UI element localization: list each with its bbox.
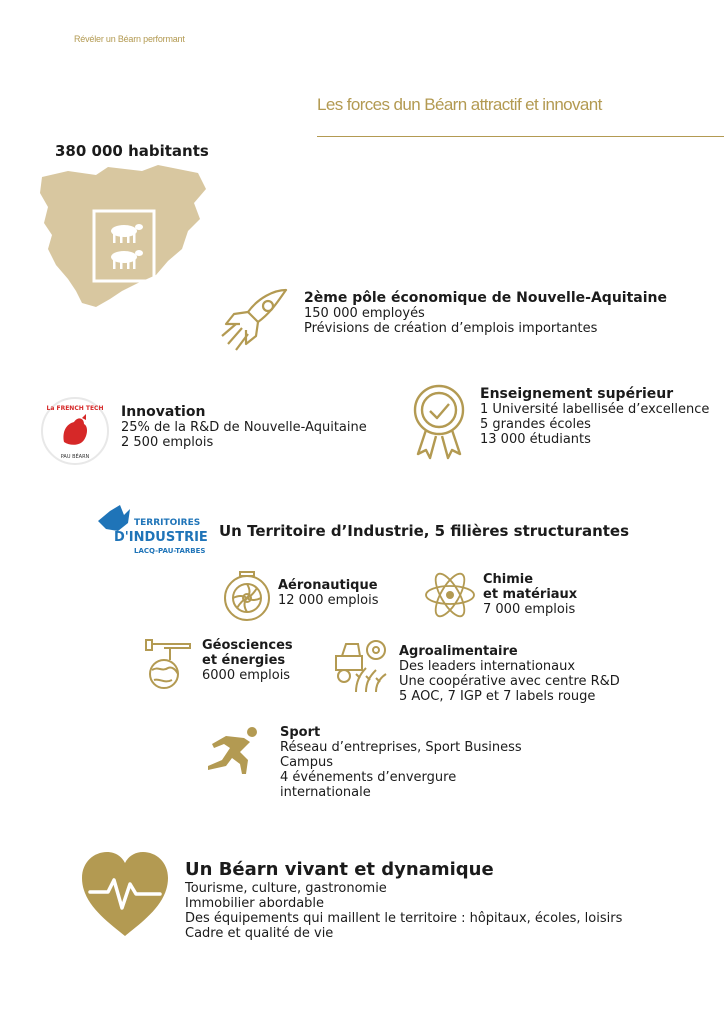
geo-title: Géosciences <box>202 638 293 653</box>
geo-line: 6000 emplois <box>202 668 291 683</box>
sport-line: internationale <box>280 785 371 800</box>
chimie-title: Chimie <box>483 572 534 587</box>
territoires-industrie-logo <box>94 501 214 559</box>
drilling-globe-icon <box>142 636 194 690</box>
aero-line: 12 000 emplois <box>278 593 379 608</box>
living-line: Cadre et qualité de vie <box>185 926 334 941</box>
agro-line: 5 AOC, 7 IGP et 7 labels rouge <box>399 689 596 704</box>
economy-line: Prévisions de création d’emplois importantes <box>304 321 598 336</box>
heart-pulse-icon <box>78 848 172 938</box>
atom-icon <box>424 570 476 620</box>
sport-title: Sport <box>280 725 321 740</box>
population-label: 380 000 habitants <box>55 142 209 160</box>
geo-title: et énergies <box>202 653 286 668</box>
rocket-icon <box>214 284 294 362</box>
sport-line: 4 événements d’envergure <box>280 770 457 785</box>
education-title: Enseignement supérieur <box>480 386 674 402</box>
economy-title: 2ème pôle économique de Nouvelle-Aquitaine <box>304 290 667 306</box>
education-line: 13 000 étudiants <box>480 432 591 447</box>
living-title: Un Béarn vivant et dynamique <box>185 859 494 880</box>
logo-line3: LACQ-PAU-TARBES <box>134 547 206 555</box>
certificate-icon <box>408 382 470 462</box>
innovation-title: Innovation <box>121 404 206 420</box>
runner-icon <box>204 726 264 776</box>
bearn-map-icon <box>38 163 218 315</box>
agro-line: Des leaders internationaux <box>399 659 576 674</box>
logo-line2: D'INDUSTRIE <box>114 530 208 545</box>
living-line: Immobilier abordable <box>185 896 325 911</box>
education-line: 1 Université labellisée d’excellence <box>480 402 710 417</box>
education-line: 5 grandes écoles <box>480 417 591 432</box>
chimie-title: et matériaux <box>483 587 578 602</box>
french-tech-badge <box>40 396 110 466</box>
industry-title: Un Territoire d’Industrie, 5 filières structurantes <box>219 522 630 540</box>
title-divider <box>317 136 724 137</box>
logo-line1: TERRITOIRES <box>134 518 201 528</box>
agro-line: Une coopérative avec centre R&D <box>399 674 620 689</box>
living-line: Des équipements qui maillent le territoire : hôpitaux, écoles, loisirs <box>185 911 623 926</box>
sport-line: Campus <box>280 755 333 770</box>
section-title: Les forces dun Béarn attractif et innovant <box>317 95 602 114</box>
chimie-line: 7 000 emplois <box>483 602 576 617</box>
economy-line: 150 000 employés <box>304 306 425 321</box>
living-line: Tourisme, culture, gastronomie <box>185 881 387 896</box>
french-tech-top-text: La FRENCH TECH <box>46 405 104 412</box>
aero-title: Aéronautique <box>278 578 378 593</box>
innovation-line: 25% de la R&D de Nouvelle-Aquitaine <box>121 420 367 435</box>
innovation-line: 2 500 emplois <box>121 435 214 450</box>
french-tech-bottom-text: PAU BÉARN <box>60 454 90 460</box>
header-tagline: Révéler un Béarn performant <box>74 34 185 44</box>
tractor-wheat-icon <box>332 634 392 694</box>
agro-title: Agroalimentaire <box>399 644 518 659</box>
sport-line: Réseau d’entreprises, Sport Business <box>280 740 522 755</box>
turbine-icon <box>222 570 272 622</box>
